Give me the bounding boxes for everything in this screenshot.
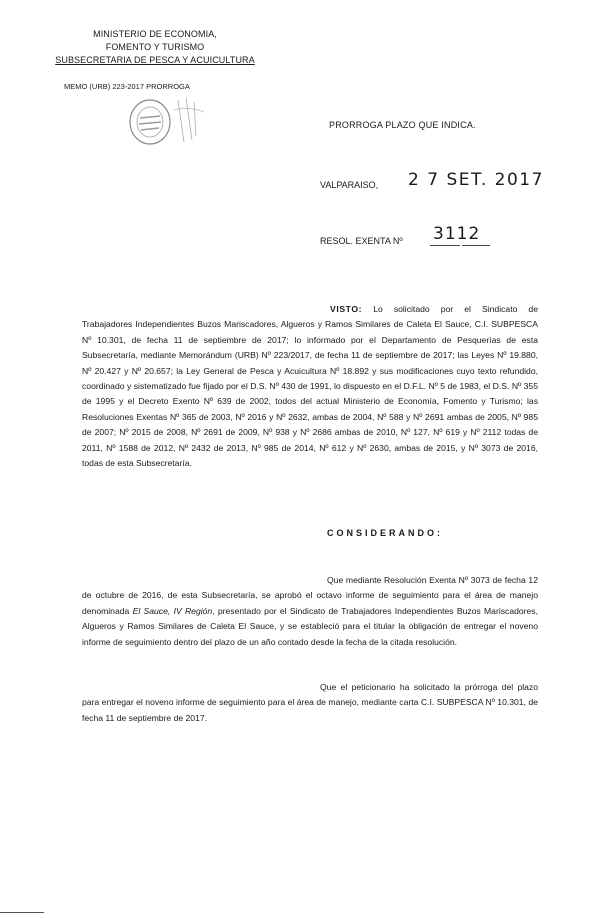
considerando-paragraph-2: Que el peticionario ha solicitado la prórroga del plazo para entregar el noveno informe de seguimiento para el área de manejo, mediante carta C.I. SUBPESCA Nº 10.301, de fecha 11 de septiembre de 2017.: [82, 682, 538, 723]
memo-reference: MEMO (URB) 223-2017 PRORROGA: [64, 82, 190, 91]
visto-text: Lo solicitado por el Sindicato de Trabajadores Independientes Buzos Mariscadores, Algueros y Ramos Similares de Caleta El Sauce, C.I. SUBPESCA Nº 10.301, de fecha 11 de septiembre de 2017; lo informado por el Departamento de Pesquerías de esta Subsecretaría, mediante Memorándum (URB) Nº 223/2017, de fecha 11 de septiembre de 2017; las Leyes Nº 19.880, Nº 20.427 y Nº 20.657; la Ley General de Pesca y Acuicultura Nº 18.892 y sus modificaciones cuyo texto refundido, coordinado y sistematizado fue fijado por el D.S. Nº 430 de 1991, lo dispuesto en el D.F.L. Nº 5 de 1983, el D.S. Nº 355 de 1995 y el Decreto Exento Nº 639 de 2002, todos del actual Ministerio de Economía, Fomento y Turismo; las Resoluciones Exentas Nº 365 de 2003, Nº 2016 y Nº 2632, ambas de 2004, Nº 588 y Nº 2691 ambas de 2005, Nº 985 de 2007; Nº 2015 de 2008, Nº 2691 de 2009, Nº 938 y Nº 2686 ambas de 2010, Nº 127, Nº 619 y Nº 2112 todas de 2011, Nº 1588 de 2012, Nº 2432 de 2013, Nº 985 de 2014, Nº 612 y Nº 2630, ambas de 2015, y Nº 3073 de 2016, todas de esta Subsecretaría.: [82, 304, 538, 469]
document-date: 2 7 SET. 2017: [408, 170, 544, 190]
considerando-p1-text-a: Que mediante Resolución Exenta Nº 3073 de fecha 12 de octubre de 2016, de esta Subsecretaría, se aprobó el octavo informe de seguimiento para el área de manejo denominada: [82, 575, 538, 616]
resolution-underline-2: [462, 245, 490, 246]
official-seal-stamp: [126, 92, 216, 150]
visto-paragraph: [82, 302, 538, 471]
resolution-underline: [430, 245, 460, 246]
ministry-name: MINISTERIO DE ECONOMIA,: [93, 29, 217, 39]
area-name: El Sauce, IV Región: [132, 605, 213, 616]
visto-heading: VISTO:: [330, 304, 363, 314]
seal-icon: [126, 92, 216, 150]
document-subject: PRORROGA PLAZO QUE INDICA.: [329, 120, 476, 130]
place-label: VALPARAISO,: [320, 180, 379, 190]
considerando-heading: CONSIDERANDO:: [327, 528, 444, 538]
letterhead: [40, 28, 270, 91]
undersecretariat-name: SUBSECRETARIA DE PESCA Y ACUICULTURA: [55, 55, 255, 65]
resolution-number: 3112: [433, 224, 481, 244]
resolution-label: RESOL. EXENTA Nº: [320, 236, 403, 246]
page-edge-line: [0, 912, 44, 913]
ministry-subtitle: FOMENTO Y TURISMO: [105, 42, 205, 52]
considerando-paragraph-1: [82, 573, 538, 650]
considerando-p1-text-b: , presentado por el Sindicato de Trabajadores Independientes Buzos Mariscadores, Algueros y Ramos Similares de Caleta El Sauce, y se estableció para el titular la obligación de entregar el noveno informe de seguimiento dentro del plazo de un año contado desde la fecha de la citada resolución.: [82, 605, 538, 647]
